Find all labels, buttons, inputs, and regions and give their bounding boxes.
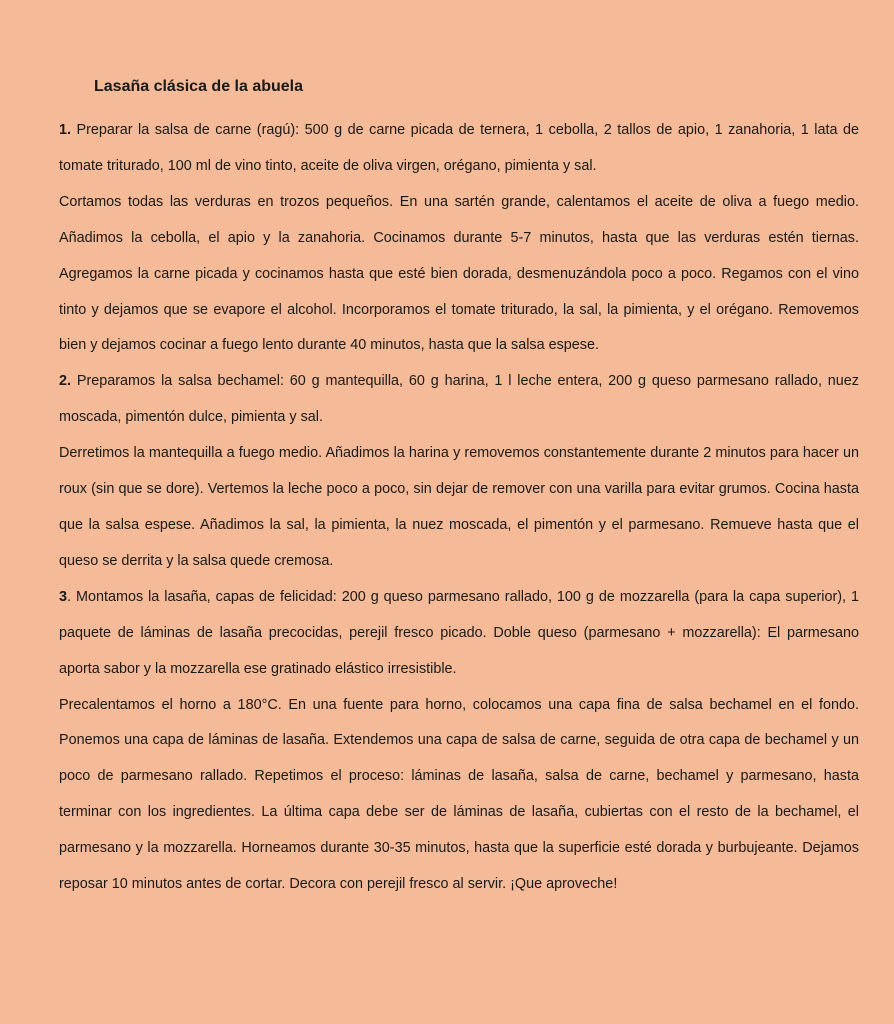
step-2-number: 2. bbox=[59, 373, 72, 390]
step-2-ingredients bbox=[59, 364, 859, 436]
document-title: Lasaña clásica de la abuela bbox=[94, 78, 304, 95]
step-3-instructions: Precalentamos el horno a 180°C. En una fuente para horno, colocamos una capa fina de salsa bechamel en el fondo. Ponemos una capa de láminas de lasaña. Extendemos una capa de salsa de carne, seguida de otra capa de bechamel y un poco de parmesano rallado. Repetimos el proceso: láminas de lasaña, salsa de carne, bechamel y parmesano, hasta terminar con los ingredientes. La última capa debe ser de láminas de lasaña, cubiertas con el resto de la bechamel, el parmesano y la mozzarella. Horneamos durante 30-35 minutos, hasta que la superficie esté dorada y burbujeante. Dejamos reposar 10 minutos antes de cortar. Decora con perejil fresco al servir. ¡Que aproveche! bbox=[59, 696, 859, 893]
step-1-ingredients-text: Preparar la salsa de carne (ragú): 500 g de carne picada de ternera, 1 cebolla, 2 tallos de apio, 1 zanahoria, 1 lata de tomate triturado, 100 ml de vino tinto, aceite de oliva virgen, orégano, pimienta y sal. bbox=[59, 122, 859, 174]
document-body bbox=[59, 113, 859, 903]
step-1-instructions: Cortamos todas las verduras en trozos pequeños. En una sartén grande, calentamos el aceite de oliva a fuego medio. Añadimos la cebolla, el apio y la zanahoria. Cocinamos durante 5-7 minutos, hasta que las verduras estén tiernas. Agregamos la carne picada y cocinamos hasta que esté bien dorada, desmenuzándola poco a poco. Regamos con el vino tinto y dejamos que se evapore el alcohol. Incorporamos el tomate triturado, la sal, la pimienta, y el orégano. Removemos bien y dejamos cocinar a fuego lento durante 40 minutos, hasta que la salsa espese. bbox=[59, 193, 859, 354]
step-3-ingredients bbox=[59, 580, 859, 688]
step-3-ingredients-text: . Montamos la lasaña, capas de felicidad: 200 g queso parmesano rallado, 100 g de mozzarella (para la capa superior), 1 paquete de láminas de lasaña precocidas, perejil fresco picado. Doble queso (parmesano + mozzarella): El parmesano aporta sabor y la mozzarella ese gratinado elástico irresistible. bbox=[59, 588, 859, 677]
step-1-number: 1. bbox=[59, 122, 72, 138]
step-2-ingredients-text: Preparamos la salsa bechamel: 60 g mantequilla, 60 g harina, 1 l leche entera, 200 g queso parmesano rallado, nuez moscada, pimentón dulce, pimienta y sal. bbox=[59, 373, 859, 426]
step-3-number: 3 bbox=[59, 588, 68, 605]
step-2-instructions: Derretimos la mantequilla a fuego medio. Añadimos la harina y removemos constantemente durante 2 minutos para hacer un roux (sin que se dore). Vertemos la leche poco a poco, sin dejar de remover con una varilla para evitar grumos. Cocina hasta que la salsa espese. Añadimos la sal, la pimienta, la nuez moscada, el pimentón y el parmesano. Remueve hasta que el queso se derrita y la salsa quede cremosa. bbox=[59, 445, 859, 569]
step-1-ingredients bbox=[59, 113, 859, 185]
